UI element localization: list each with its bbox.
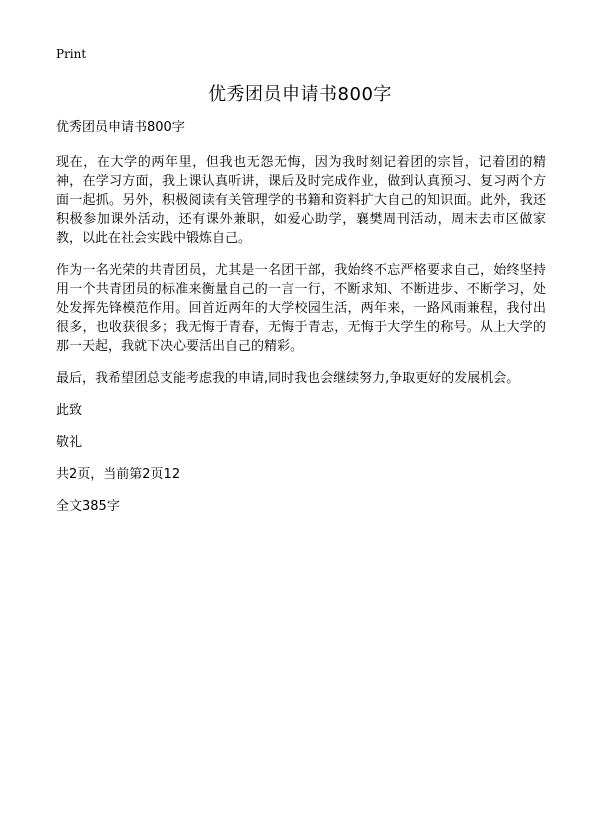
body-paragraph: 现在，在大学的两年里，但我也无怨无悔，因为我时刻记着团的宗旨，记着团的精神，在学习方面，我上课认真听讲，课后及时完成作业，做到认真预习、复习两个方面一起抓。另外，积极阅读有关管理学的书籍和资料扩大自己的知识面。此外，我还积极参加课外活动，还有课外兼职，如爱心助学，襄樊周刊活动，周末去市区做家教，以此在社会实践中锻炼自己。 — [56, 155, 546, 246]
print-link[interactable]: Print — [56, 47, 87, 61]
document-subtitle: 优秀团员申请书800字 — [56, 120, 185, 135]
word-count: 全文385字 — [56, 499, 120, 514]
page-info: 共2页，当前第2页12 — [56, 467, 181, 482]
page-title: 优秀团员申请书800字 — [208, 84, 392, 105]
body-paragraph: 作为一名光荣的共青团员，尤其是一名团干部，我始终不忘严格要求自己，始终坚持用一个共青团员的标准来衡量自己的一言一行，不断求知、不断进步、不断学习，处处发挥先锋模范作用。回首近两年的大学校园生活，两年来，一路风雨兼程，我付出很多，也收获很多；我无悔于青春，无悔于青志，无悔于大学生的称号。从上大学的那一天起，我就下决心要活出自己的精彩。 — [56, 263, 546, 354]
closing-salutation: 此致 — [56, 403, 83, 418]
document-body — [56, 118, 546, 529]
body-paragraph: 最后，我希望团总支能考虑我的申请,同时我也会继续努力,争取更好的发展机会。 — [56, 371, 520, 386]
closing-regards: 敬礼 — [56, 435, 83, 450]
